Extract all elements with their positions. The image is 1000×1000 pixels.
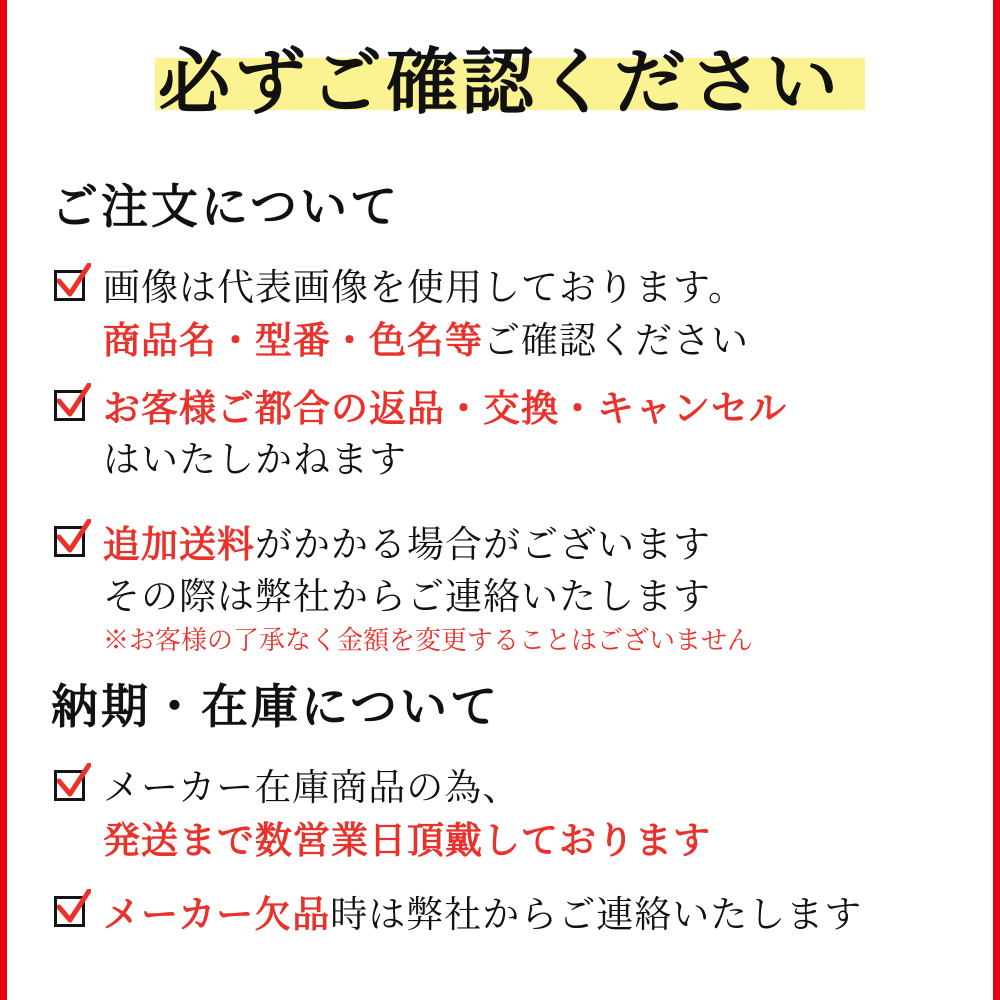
line-text: 画像は代表画像を使用しております。 [103,266,747,309]
line-text-black: 時は弊社からご連絡いたします [330,893,863,936]
line-text-black: がかかる場合がございます [255,523,711,566]
line-text [103,888,953,941]
list-item [51,262,953,367]
line-text-red: 追加送料 [103,522,255,566]
list-item [51,762,953,866]
page-title: 必ずご確認ください [157,39,842,124]
list-item [51,518,953,659]
line-text: はいたしかねます [103,438,407,481]
line-text [103,518,953,571]
checkbox-checked-icon [51,266,91,306]
list-item-text [103,888,953,941]
section-heading-delivery: 納期・在庫について [51,680,501,735]
list-item-text [103,382,953,486]
page-title-area [7,36,993,131]
list-item [51,382,953,486]
line-text: お客様ご都合の返品・交換・キャンセル [103,386,787,430]
list-item-text [103,518,953,659]
checkbox-checked-icon [51,386,91,426]
list-item-note: ※お客様の了承なく金額を変更することはございません [103,626,754,656]
section-heading-order: ご注文について [51,180,401,235]
list-item-text [103,262,953,367]
line-text-red: メーカー欠品 [103,892,331,936]
line-text: メーカー在庫商品の為、 [103,766,521,809]
checkbox-checked-icon [51,892,91,932]
line-text: 発送まで数営業日頂戴しております [103,818,711,862]
line-text-red: 商品名・型番・色名等 [103,318,483,362]
list-item [51,888,953,941]
line-text-black: ご確認ください [483,319,749,362]
list-item-text [103,762,953,866]
checkbox-checked-icon [51,766,91,806]
checkbox-checked-icon [51,522,91,562]
notice-content [7,0,993,1000]
line-text [103,314,953,367]
line-text: その際は弊社からご連絡いたします [103,575,711,618]
